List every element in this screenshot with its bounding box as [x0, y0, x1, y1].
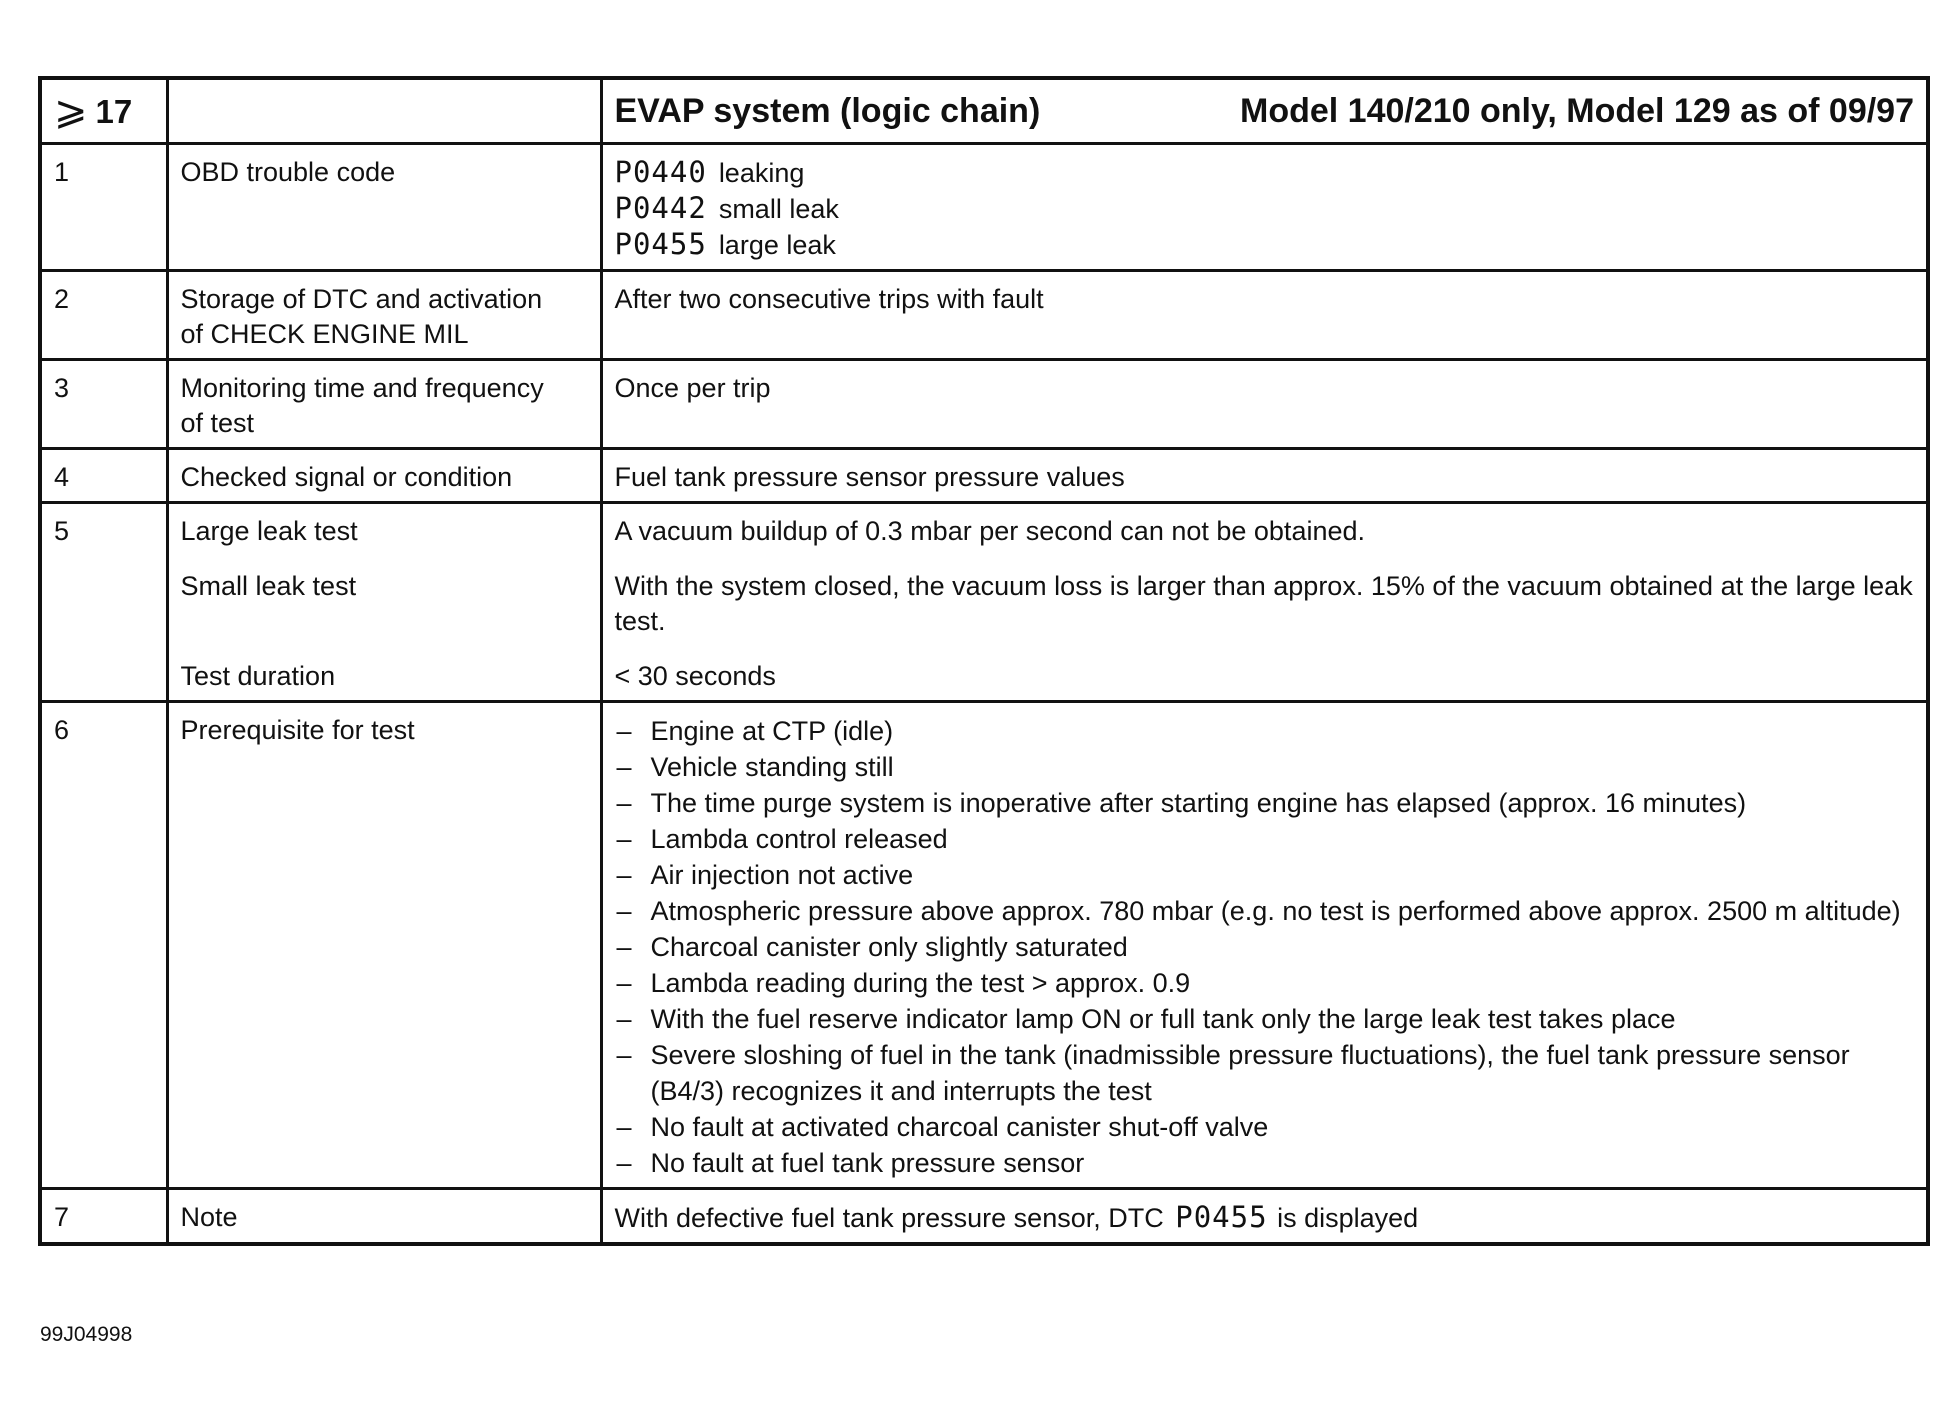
- row-label-line: Storage of DTC and activation: [180, 284, 543, 314]
- table-header-row: [40, 78, 1928, 144]
- table-row: [40, 1189, 1928, 1245]
- prerequisite-list: [615, 713, 1915, 1181]
- row-value: After two consecutive trips with fault: [601, 271, 1928, 360]
- row-label-line: of CHECK ENGINE MIL: [180, 319, 469, 349]
- row-number: 6: [40, 702, 167, 1189]
- evap-logic-chain-table: [38, 76, 1930, 1246]
- table-row: [40, 503, 1928, 702]
- dtc-code: P0440: [614, 155, 707, 189]
- list-item: – Charcoal canister only slightly saturated: [615, 929, 1915, 965]
- dtc-code: P0442: [614, 191, 707, 225]
- row-number: 2: [40, 271, 167, 360]
- row-label: Prerequisite for test: [167, 702, 601, 1189]
- row-value: [601, 503, 1928, 702]
- large-leak-label: Large leak test: [180, 516, 358, 546]
- list-item: – With the fuel reserve indicator lamp ON or full tank only the large leak test takes place: [615, 1001, 1915, 1037]
- dtc-description: leaking: [718, 158, 805, 188]
- dtc-description: small leak: [718, 194, 839, 224]
- table-row: [40, 360, 1928, 449]
- section-number: 17: [95, 92, 133, 130]
- row-label: Checked signal or condition: [167, 449, 601, 503]
- page-title: EVAP system (logic chain): [614, 91, 1041, 130]
- dtc-description: large leak: [718, 230, 836, 260]
- note-text-start: With defective fuel tank pressure sensor, DTC: [614, 1203, 1164, 1233]
- table-row: [40, 144, 1928, 271]
- row-label-line: of test: [180, 408, 255, 438]
- row-number: 1: [40, 144, 167, 271]
- table-row: [40, 271, 1928, 360]
- list-item: – The time purge system is inoperative after starting engine has elapsed (approx. 16 minutes): [615, 785, 1915, 821]
- test-duration-label: Test duration: [180, 661, 336, 691]
- row-label-line: Monitoring time and frequency: [180, 373, 544, 403]
- row-label: [167, 271, 601, 360]
- dtc-list: [601, 144, 1928, 271]
- table-row: [40, 449, 1928, 503]
- header-title-cell: [601, 78, 1928, 144]
- table-row: [40, 702, 1928, 1189]
- dtc-entry: [615, 227, 1915, 263]
- dtc-code: P0455: [614, 227, 707, 261]
- dtc-entry: [615, 155, 1915, 191]
- row-label: OBD trouble code: [167, 144, 601, 271]
- list-item: – Air injection not active: [615, 857, 1915, 893]
- test-duration-value: < 30 seconds: [614, 661, 776, 691]
- large-leak-value: A vacuum buildup of 0.3 mbar per second can not be obtained.: [614, 516, 1366, 546]
- row-label: Note: [167, 1189, 601, 1245]
- row-value: Once per trip: [601, 360, 1928, 449]
- section-marker-cell: [40, 78, 167, 144]
- list-item: – No fault at activated charcoal canister shut-off valve: [615, 1109, 1915, 1145]
- row-value: Fuel tank pressure sensor pressure values: [601, 449, 1928, 503]
- prerequisite-list-cell: [601, 702, 1928, 1189]
- row-label: [167, 503, 601, 702]
- row-label: [167, 360, 601, 449]
- note-text-end: is displayed: [1277, 1203, 1419, 1233]
- list-item: – Severe sloshing of fuel in the tank (inadmissible pressure fluctuations), the fuel tank pressure sensor (B4/3) recognizes it and interrupts the test: [615, 1037, 1915, 1109]
- row-number: 7: [40, 1189, 167, 1245]
- list-item: – Atmospheric pressure above approx. 780 mbar (e.g. no test is performed above approx. 2500 m altitude): [615, 893, 1915, 929]
- figure-id: 99J04998: [40, 1323, 133, 1346]
- list-item: – No fault at fuel tank pressure sensor: [615, 1145, 1915, 1181]
- header-empty-cell: [167, 78, 601, 144]
- small-leak-label: Small leak test: [180, 571, 357, 601]
- list-item: – Vehicle standing still: [615, 749, 1915, 785]
- model-note: Model 140/210 only, Model 129 as of 09/97: [1240, 91, 1914, 130]
- list-item: – Lambda reading during the test > approx. 0.9: [615, 965, 1915, 1001]
- small-leak-value: With the system closed, the vacuum loss is larger than approx. 15% of the vacuum obtained at the large leak test.: [614, 571, 1913, 636]
- list-item: – Engine at CTP (idle): [615, 713, 1915, 749]
- document-page: [38, 76, 1926, 1246]
- dtc-entry: [615, 191, 1915, 227]
- row-value: [601, 1189, 1928, 1245]
- greater-equal-arrow-icon: ⩾: [54, 89, 88, 133]
- row-number: 3: [40, 360, 167, 449]
- list-item: – Lambda control released: [615, 821, 1915, 857]
- dtc-code: P0455: [1175, 1200, 1268, 1234]
- row-number: 4: [40, 449, 167, 503]
- row-number: 5: [40, 503, 167, 702]
